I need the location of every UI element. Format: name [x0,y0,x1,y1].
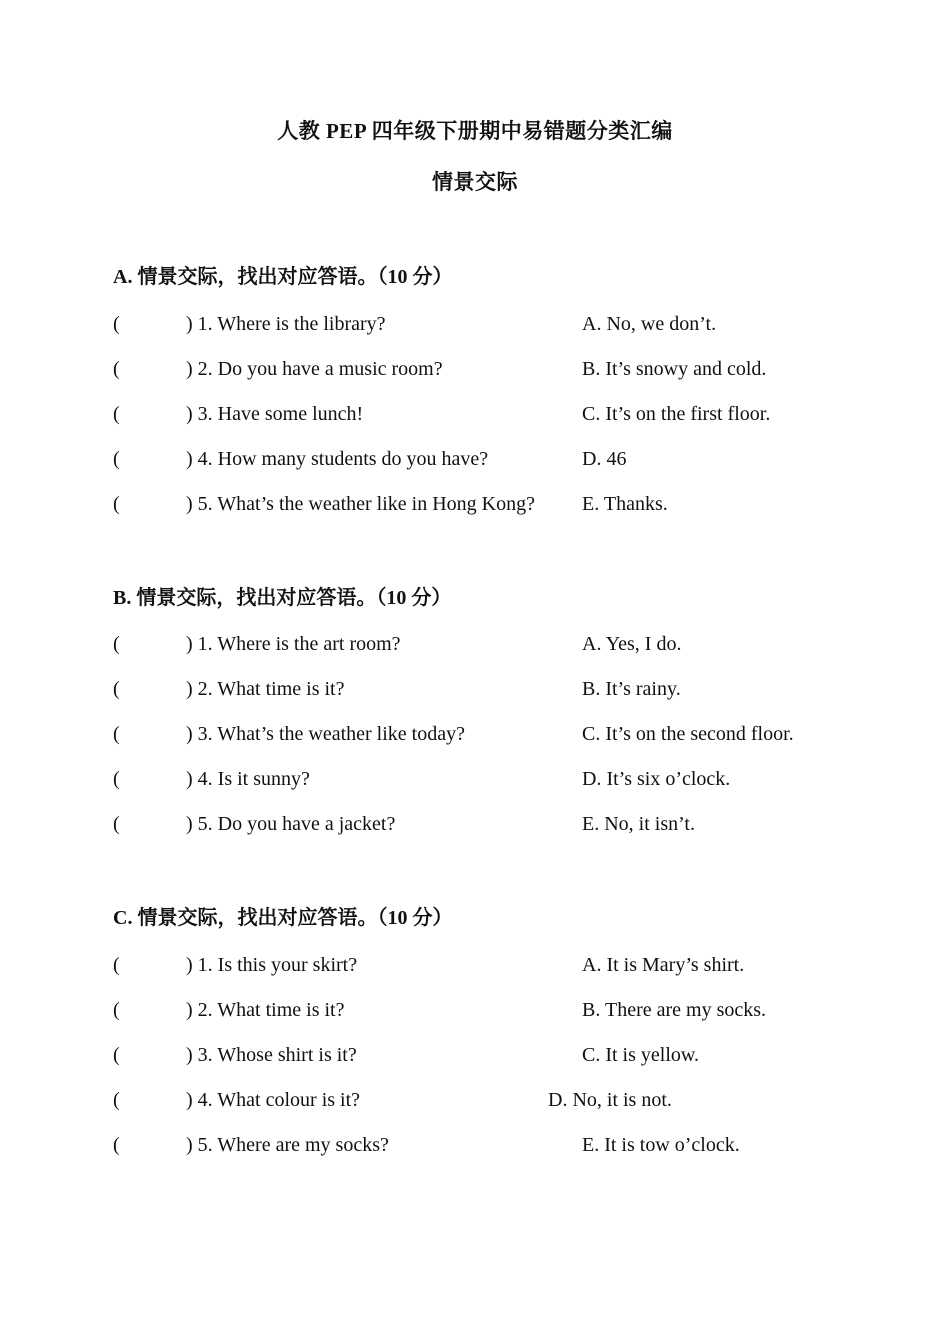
section-c-item-3 [113,1040,873,1070]
question-text: ) 2. What time is it? [186,999,345,1021]
section-c-item-4 [113,1085,873,1115]
answer-blank-open-paren: ( [113,999,120,1021]
question-text: ) 4. Is it sunny? [186,768,310,790]
answer-blank-open-paren: ( [113,633,120,655]
section-a-item-2 [113,354,873,384]
answer-option: B. It’s rainy. [582,678,681,700]
answer-blank-open-paren: ( [113,813,120,835]
section-b-item-2 [113,674,873,704]
question-text: ) 5. Where are my socks? [186,1134,389,1156]
question-text: ) 1. Is this your skirt? [186,954,358,976]
question-text: ) 1. Where is the library? [186,313,386,335]
answer-option: D. It’s six o’clock. [582,768,731,790]
question-text: ) 4. What colour is it? [186,1089,361,1111]
answer-option: E. No, it isn’t. [582,813,695,835]
section-c-item-1 [113,950,873,980]
question-text: ) 1. Where is the art room? [186,633,401,655]
answer-option: A. No, we don’t. [582,313,717,335]
question-text: ) 2. Do you have a music room? [186,358,443,380]
question-text: ) 5. What’s the weather like in Hong Kong? [186,493,535,515]
section-b-item-4 [113,764,873,794]
section-b-item-3 [113,719,873,749]
answer-blank-open-paren: ( [113,403,120,425]
section-c-item-2 [113,995,873,1025]
answer-blank-open-paren: ( [113,1044,120,1066]
answer-blank-open-paren: ( [113,448,120,470]
answer-option: A. Yes, I do. [582,633,682,655]
question-text: ) 2. What time is it? [186,678,345,700]
answer-option: C. It is yellow. [582,1044,700,1066]
answer-option: E. It is tow o’clock. [582,1134,740,1156]
answer-blank-open-paren: ( [113,313,120,335]
section-b-item-5 [113,809,873,839]
section-a-item-4 [113,444,873,474]
question-text: ) 3. Have some lunch! [186,403,364,425]
answer-blank-open-paren: ( [113,1134,120,1156]
answer-option: A. It is Mary’s shirt. [582,954,745,976]
answer-blank-open-paren: ( [113,678,120,700]
section-a-item-3 [113,399,873,429]
question-text: ) 3. What’s the weather like today? [186,723,465,745]
section-a-item-1 [113,309,873,339]
document-subtitle: 情景交际 [432,170,518,194]
document-title: 人教 PEP 四年级下册期中易错题分类汇编 [277,119,673,143]
question-text: ) 4. How many students do you have? [186,448,489,470]
question-text: ) 3. Whose shirt is it? [186,1044,357,1066]
answer-blank-open-paren: ( [113,493,120,515]
answer-blank-open-paren: ( [113,954,120,976]
answer-option: D. 46 [582,448,627,470]
section-a-heading: A. 情景交际，找出对应答语。（10 分） [113,266,453,288]
answer-option: B. It’s snowy and cold. [582,358,767,380]
answer-option: C. It’s on the second floor. [582,723,794,745]
answer-option: C. It’s on the first floor. [582,403,771,425]
answer-blank-open-paren: ( [113,768,120,790]
question-text: ) 5. Do you have a jacket? [186,813,396,835]
answer-blank-open-paren: ( [113,358,120,380]
section-a-item-5 [113,489,873,519]
answer-option: E. Thanks. [582,493,668,515]
answer-option: D. No, it is not. [548,1089,672,1111]
section-b-heading: B. 情景交际，找出对应答语。（10 分） [113,587,452,609]
section-c-item-5 [113,1130,873,1160]
section-c-heading: C. 情景交际，找出对应答语。（10 分） [113,907,453,929]
section-b-item-1 [113,629,873,659]
answer-option: B. There are my socks. [582,999,767,1021]
answer-blank-open-paren: ( [113,1089,120,1111]
answer-blank-open-paren: ( [113,723,120,745]
